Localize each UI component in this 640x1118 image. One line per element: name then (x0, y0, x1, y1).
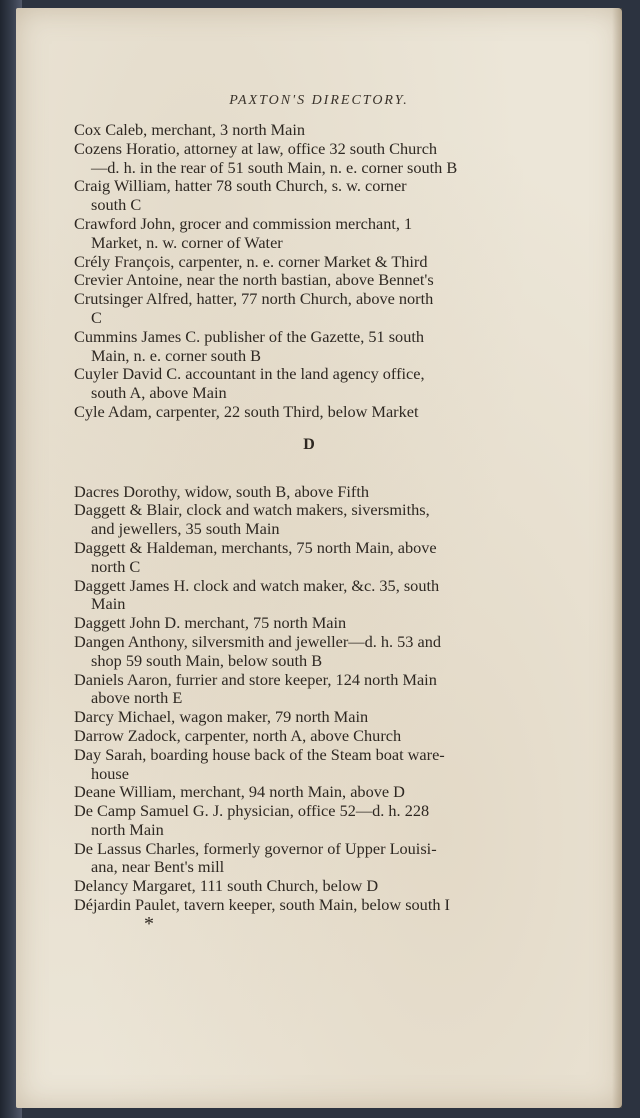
entry-line: Day Sarah, boarding house back of the Steam boat ware- (74, 744, 445, 764)
entry-line: Daggett & Haldeman, merchants, 75 north Main, above (74, 537, 437, 557)
directory-entry (74, 802, 544, 840)
directory-entry (74, 708, 544, 727)
entry-line: Cuyler David C. accountant in the land agency office, (74, 364, 425, 384)
entry-continuation-line: south C (91, 195, 142, 215)
section-letter: D (303, 435, 315, 453)
directory-entry (74, 290, 544, 328)
entry-line: Crevier Antoine, near the north bastian, above Bennet's (74, 270, 434, 290)
directory-entry (74, 577, 544, 615)
directory-entry (74, 483, 544, 502)
entry-line: Daniels Aaron, furrier and store keeper, 124 north Main (74, 669, 437, 689)
entries-d-section (74, 483, 544, 915)
entry-line: Cyle Adam, carpenter, 22 south Third, below Market (74, 401, 419, 421)
entry-line: Delancy Margaret, 111 south Church, below D (74, 876, 379, 896)
directory-entry (74, 253, 544, 272)
directory-entry (74, 121, 544, 140)
page-edge-shadow (612, 8, 622, 1108)
directory-entry (74, 877, 544, 896)
entry-line: Deane William, merchant, 94 north Main, above D (74, 782, 405, 802)
directory-entry (74, 746, 544, 784)
entry-continuation-line: Main (91, 594, 126, 614)
directory-entry (74, 271, 544, 290)
entry-line: De Camp Samuel G. J. physician, office 52—d. h. 228 (74, 801, 430, 821)
entry-continuation-line: house (91, 763, 129, 783)
entry-line: Cozens Horatio, attorney at law, office 32 south Church (74, 138, 438, 158)
directory-entry (74, 328, 544, 366)
directory-entry (74, 633, 544, 671)
footer-mark: * (144, 913, 154, 935)
directory-entry (74, 403, 544, 422)
running-header: PAXTON'S DIRECTORY. (229, 93, 409, 108)
directory-entry (74, 501, 544, 539)
entry-line: Darrow Zadock, carpenter, north A, above Church (74, 725, 402, 745)
entry-line: De Lassus Charles, formerly governor of Upper Louisi- (74, 838, 437, 858)
directory-entry (74, 614, 544, 633)
entry-continuation-line: —d. h. in the rear of 51 south Main, n. e. corner south B (91, 157, 458, 177)
entry-continuation-line: north C (91, 556, 141, 576)
entry-line: Déjardin Paulet, tavern keeper, south Main, below south I (74, 895, 450, 915)
entry-continuation-line: south A, above Main (91, 383, 227, 403)
directory-entry (74, 671, 544, 709)
directory-entry (74, 365, 544, 403)
entry-line: Darcy Michael, wagon maker, 79 north Main (74, 707, 369, 727)
entry-line: Crély François, carpenter, n. e. corner Market & Third (74, 251, 428, 271)
entry-line: Crawford John, grocer and commission merchant, 1 (74, 213, 413, 233)
entry-continuation-line: Main, n. e. corner south B (91, 345, 262, 365)
entry-line: Cox Caleb, merchant, 3 north Main (74, 120, 306, 139)
entry-continuation-line: C (91, 307, 102, 327)
directory-entry (74, 727, 544, 746)
directory-entry (74, 177, 544, 215)
entries-c-section (74, 121, 544, 422)
entries-list (74, 121, 544, 915)
directory-entry (74, 539, 544, 577)
entry-continuation-line: north Main (91, 819, 164, 839)
entry-line: Craig William, hatter 78 south Church, s. w. corner (74, 176, 407, 196)
entry-line: Daggett John D. merchant, 75 north Main (74, 613, 347, 633)
entry-continuation-line: and jewellers, 35 south Main (91, 519, 280, 539)
directory-page (16, 8, 622, 1108)
entry-continuation-line: above north E (91, 688, 183, 708)
entry-line: Crutsinger Alfred, hatter, 77 north Church, above north (74, 289, 434, 309)
entry-line: Daggett James H. clock and watch maker, &c. 35, south (74, 575, 440, 595)
entry-line: Dangen Anthony, silversmith and jeweller—d. h. 53 and (74, 631, 442, 651)
entry-continuation-line: shop 59 south Main, below south B (91, 650, 323, 670)
entry-continuation-line: Market, n. w. corner of Water (91, 232, 283, 252)
entry-continuation-line: ana, near Bent's mill (91, 857, 225, 877)
directory-entry (74, 840, 544, 878)
entry-line: Dacres Dorothy, widow, south B, above Fifth (74, 481, 369, 501)
directory-entry (74, 140, 544, 178)
directory-entry (74, 215, 544, 253)
entry-line: Daggett & Blair, clock and watch makers, siversmiths, (74, 500, 430, 520)
entry-line: Cummins James C. publisher of the Gazette, 51 south (74, 326, 424, 346)
directory-entry (74, 783, 544, 802)
